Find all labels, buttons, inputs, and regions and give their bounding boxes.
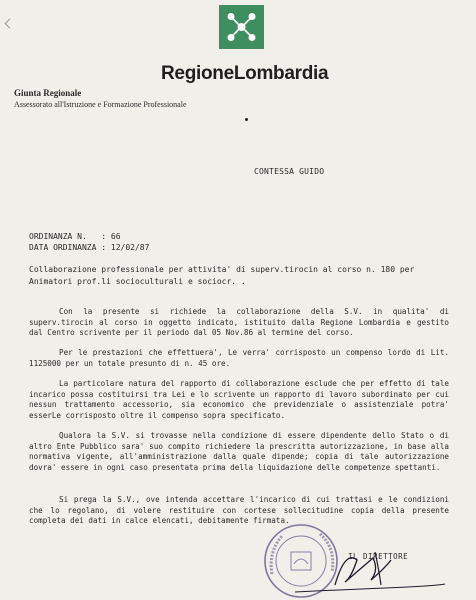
dot-mark bbox=[245, 118, 248, 121]
signer-title: IL DIRETTORE bbox=[348, 552, 409, 561]
order-date: 12/02/87 bbox=[110, 243, 150, 252]
paragraph-compensation: Per le prestazioni che effettuera', Le verra' corrisposto un compenso lordo di Lit. 1125000 per un totale presunto di n. 45 ore. bbox=[29, 348, 449, 368]
paragraph-authorization: Qualora la S.V. si trovasse nella condizione di essere dipendente dello Stato o di altro Ente Pubblico sara' suo compito richiedere la prescritta autorizzazione, in base alla normativa vigente, all'amministrazione dalla quale dipende; copia di tale autorizzazione dovra' essere in ogni caso presentata prima della liquidazione delle competenze spettanti. bbox=[29, 431, 449, 472]
department-title: Giunta Regionale bbox=[14, 88, 82, 98]
order-date-line bbox=[29, 243, 149, 252]
recipient-name: CONTESSA GUIDO bbox=[254, 167, 325, 176]
corner-mark bbox=[5, 19, 15, 29]
paragraph-request: Con la presente si richiede la collaborazione della S.V. in qualita' di superv.tirocin al corso in oggetto indicato, istituito dalla Regione Lombardia e gestito dal Centro scrivente per il periodo dal 05 Nov.86 al termine del corso. bbox=[29, 307, 449, 337]
order-number: 66 bbox=[110, 232, 121, 241]
brand-name: RegioneLombardia bbox=[161, 63, 329, 84]
lombardy-rose-logo bbox=[219, 5, 264, 49]
subject-line: Collaborazione professionale per attivita' di superv.tirocin al corso n. 180 per Animatori prof.li socioculturali e sociocr. . bbox=[29, 265, 415, 286]
handwritten-signature bbox=[275, 530, 450, 600]
office-name: Assessorato all'Istruzione e Formazione Professionale bbox=[14, 100, 187, 109]
order-label: ORDINANZA N. : bbox=[29, 232, 107, 241]
paragraph-acceptance: Si prega la S.V., ove intenda accettare l'incarico di cui trattasi e le condizioni che lo regolano, di volere restituire con cortese sollecitudine copia della presente completa dei dati in calce elencati, debitamente firmata. bbox=[29, 495, 449, 525]
paragraph-nature: La particolare natura del rapporto di collaborazione esclude che per effetto di tale incarico possa costituirsi tra Lei e lo scrivente un rapporto di lavoro subordinato per cui nessun trattamento accessorio, sia economico che previdenziale o assistenziale potra' esserLe corrisposto oltre il compenso sopra specificato. bbox=[29, 379, 449, 420]
date-label: DATA ORDINANZA : bbox=[29, 243, 107, 252]
order-number-line bbox=[29, 232, 121, 241]
